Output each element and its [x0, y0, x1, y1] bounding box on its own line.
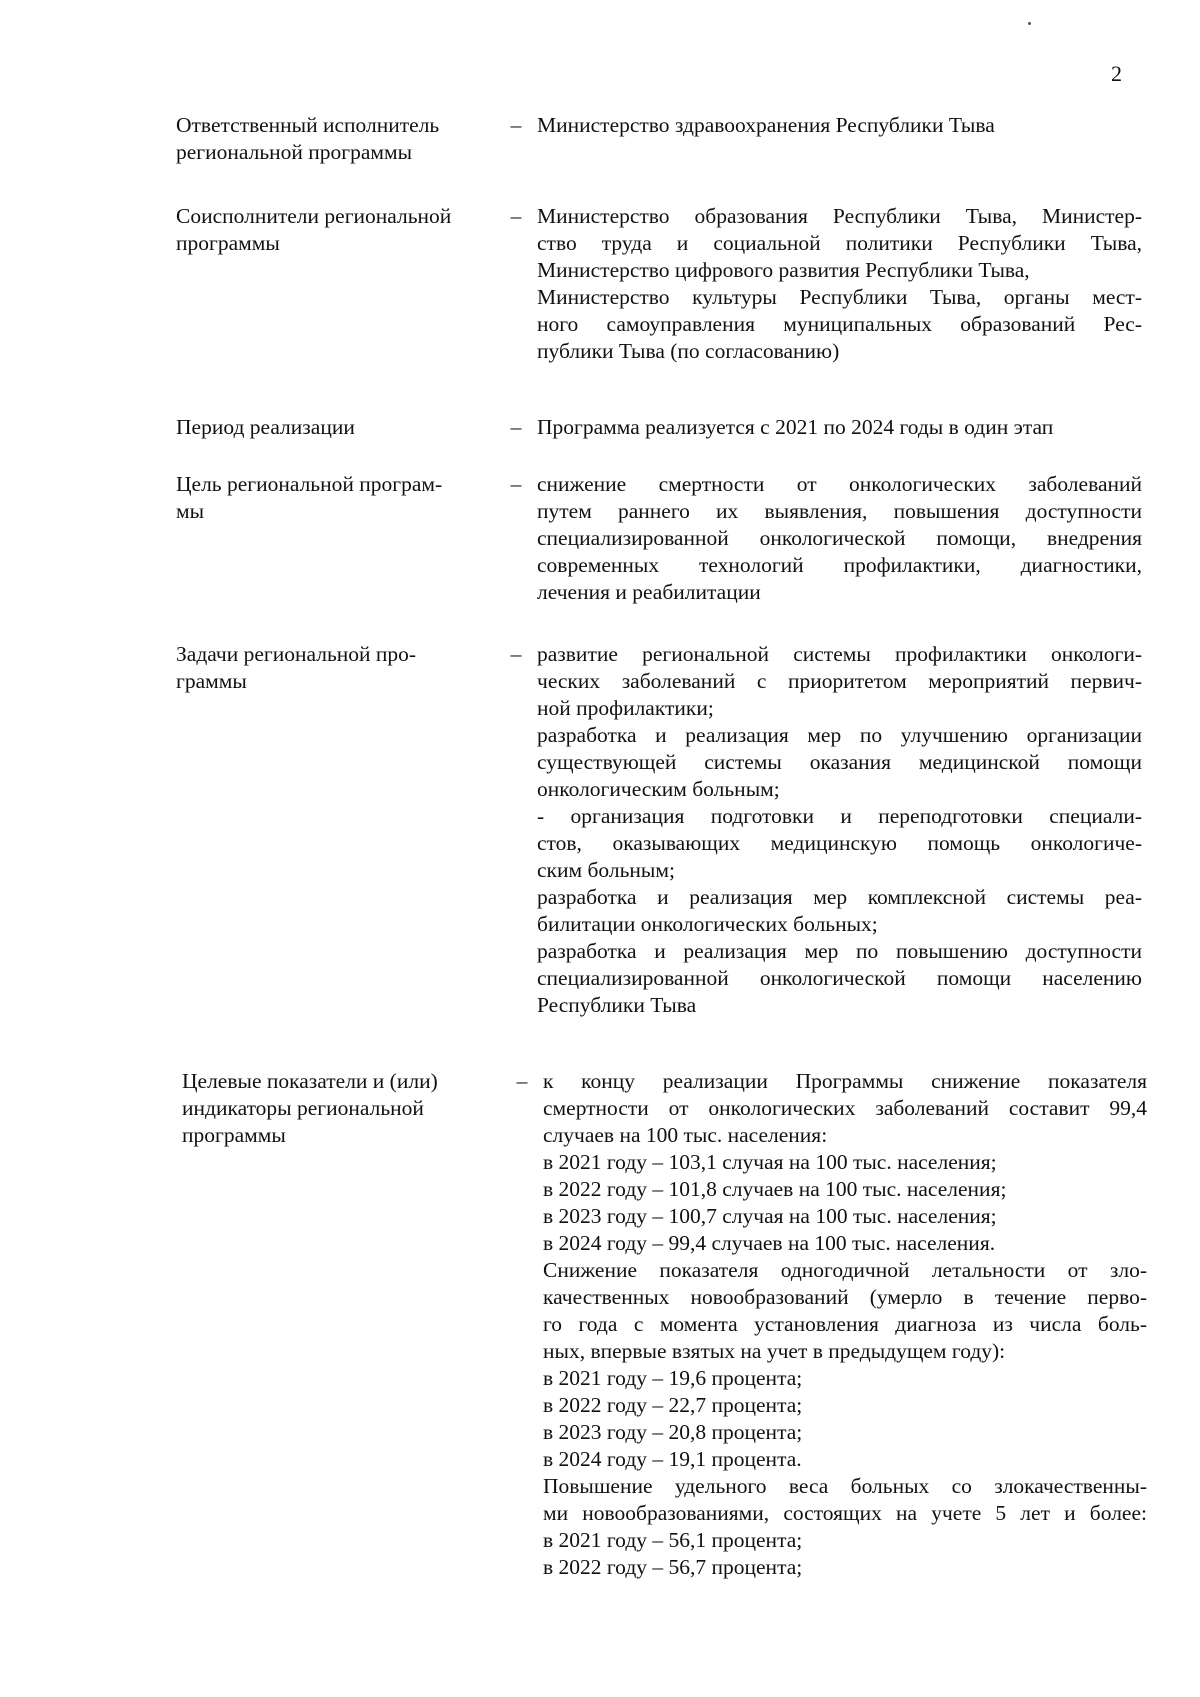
value-line: качественных новообразований (умерло в течение перво-: [543, 1285, 1147, 1309]
row-value: [537, 203, 1142, 365]
value-line: путем раннего их выявления, повышения доступности: [537, 499, 1142, 523]
value-line: в 2024 году – 19,1 процента.: [543, 1447, 802, 1471]
row-dash: –: [510, 472, 522, 496]
label-line: Соисполнители региональной: [176, 204, 452, 228]
value-line: Программа реализуется с 2021 по 2024 годы в один этап: [537, 415, 1054, 439]
row-value: [537, 414, 1142, 441]
value-line: Министерство здравоохранения Республики Тыва: [537, 113, 995, 137]
row-value: [537, 471, 1142, 606]
row-label: [176, 471, 496, 525]
scan-speck: [1028, 22, 1031, 25]
row-value: [537, 641, 1142, 1019]
label-line: Ответственный исполнитель: [176, 113, 440, 137]
value-line: ного самоуправления муниципальных образований Рес-: [537, 312, 1142, 336]
value-line: - организация подготовки и переподготовки специали-: [537, 804, 1142, 828]
row-dash: –: [516, 1069, 528, 1093]
value-line: ским больным;: [537, 858, 675, 882]
value-line: в 2022 году – 56,7 процента;: [543, 1555, 803, 1579]
value-line: в 2021 году – 103,1 случая на 100 тыс. населения;: [543, 1150, 997, 1174]
value-line: Министерство культуры Республики Тыва, органы мест-: [537, 285, 1142, 309]
value-line: в 2023 году – 100,7 случая на 100 тыс. населения;: [543, 1204, 997, 1228]
value-line: существующей системы оказания медицинской помощи: [537, 750, 1142, 774]
value-line: билитации онкологических больных;: [537, 912, 878, 936]
label-line: граммы: [176, 669, 247, 693]
value-line: лечения и реабилитации: [537, 580, 761, 604]
row-dash: –: [510, 113, 522, 137]
row-label: [176, 203, 496, 257]
value-line: ной профилактики;: [537, 696, 714, 720]
label-line: Цель региональной програм-: [176, 472, 443, 496]
label-line: Задачи региональной про-: [176, 642, 417, 666]
value-line: современных технологий профилактики, диагностики,: [537, 553, 1142, 577]
value-line: разработка и реализация мер по повышению доступности: [537, 939, 1142, 963]
row-dash: –: [510, 204, 522, 228]
value-line: стов, оказывающих медицинскую помощь онкологиче-: [537, 831, 1142, 855]
value-line: Министерство цифрового развития Республики Тыва,: [537, 258, 1030, 282]
row-dash: –: [510, 642, 522, 666]
value-line: в 2022 году – 22,7 процента;: [543, 1393, 803, 1417]
label-line: региональной программы: [176, 140, 413, 164]
label-line: Целевые показатели и (или): [182, 1069, 438, 1093]
value-line: снижение смертности от онкологических заболеваний: [537, 472, 1142, 496]
label-line: Период реализации: [176, 415, 355, 439]
value-line: ных, впервые взятых на учет в предыдущем году):: [543, 1339, 1006, 1363]
value-line: к концу реализации Программы снижение показателя: [543, 1069, 1147, 1093]
value-line: в 2021 году – 19,6 процента;: [543, 1366, 803, 1390]
row-label: [182, 1068, 502, 1149]
value-line: Республики Тыва: [537, 993, 697, 1017]
value-line: разработка и реализация мер по улучшению организации: [537, 723, 1142, 747]
value-line: смертности от онкологических заболеваний составит 99,4: [543, 1096, 1147, 1120]
value-line: ми новообразованиями, состоящих на учете 5 лет и более:: [543, 1501, 1147, 1525]
value-line: случаев на 100 тыс. населения:: [543, 1123, 828, 1147]
value-line: онкологическим больным;: [537, 777, 780, 801]
row-value: [543, 1068, 1147, 1581]
value-line: в 2024 году – 99,4 случаев на 100 тыс. населения.: [543, 1231, 996, 1255]
value-line: Министерство образования Республики Тыва, Министер-: [537, 204, 1142, 228]
value-line: публики Тыва (по согласованию): [537, 339, 840, 363]
label-line: программы: [176, 231, 280, 255]
value-line: Повышение удельного веса больных со злокачественны-: [543, 1474, 1147, 1498]
row-label: [176, 641, 496, 695]
row-dash: –: [510, 415, 522, 439]
page-number: 2: [1111, 61, 1122, 86]
value-line: в 2021 году – 56,1 процента;: [543, 1528, 803, 1552]
label-line: программы: [182, 1123, 286, 1147]
row-label: [176, 414, 496, 441]
value-line: специализированной онкологической помощи населению: [537, 966, 1142, 990]
value-line: специализированной онкологической помощи, внедрения: [537, 526, 1142, 550]
row-value: [537, 112, 1142, 139]
value-line: развитие региональной системы профилактики онкологи-: [537, 642, 1142, 666]
value-line: го года с момента установления диагноза из числа боль-: [543, 1312, 1147, 1336]
row-label: [176, 112, 496, 166]
value-line: Снижение показателя одногодичной летальности от зло-: [543, 1258, 1147, 1282]
value-line: ство труда и социальной политики Республики Тыва,: [537, 231, 1142, 255]
value-line: в 2022 году – 101,8 случаев на 100 тыс. населения;: [543, 1177, 1007, 1201]
label-line: мы: [176, 499, 205, 523]
label-line: индикаторы региональной: [182, 1096, 424, 1120]
value-line: ческих заболеваний с приоритетом мероприятий первич-: [537, 669, 1142, 693]
value-line: разработка и реализация мер комплексной системы реа-: [537, 885, 1142, 909]
value-line: в 2023 году – 20,8 процента;: [543, 1420, 803, 1444]
